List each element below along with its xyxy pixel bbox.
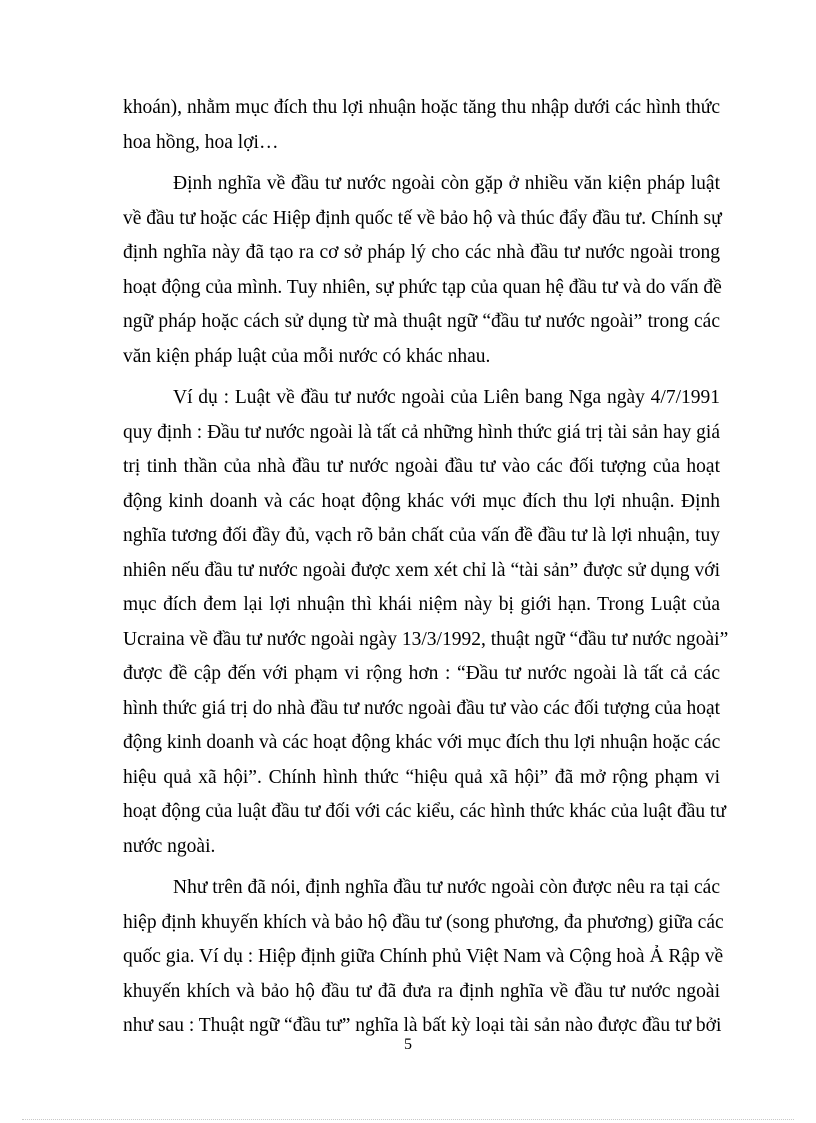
text-line: ngữ pháp hoặc cách sử dụng từ mà thuật ngữ “đầu tư nước ngoài” trong các <box>123 311 720 332</box>
text-line: khuyến khích và bảo hộ đầu tư đã đưa ra định nghĩa về đầu tư nước ngoài <box>123 980 720 1002</box>
paragraph-spacing <box>123 864 720 871</box>
text-line: mục đích đem lại lợi nhuận thì khái niệm này bị giới hạn. Trong Luật của <box>123 594 720 615</box>
text-line: định nghĩa này đã tạo ra cơ sở pháp lý cho các nhà đầu tư nước ngoài trong <box>123 242 720 263</box>
text-line: quốc gia. Ví dụ : Hiệp định giữa Chính phủ Việt Nam và Cộng hoà Ả Rập về <box>123 946 724 967</box>
text-line: Ví dụ : Luật về đầu tư nước ngoài của Liên bang Nga ngày 4/7/1991 <box>173 387 720 408</box>
text-line: Như trên đã nói, định nghĩa đầu tư nước ngoài còn được nêu ra tại các <box>173 877 720 898</box>
text-line: văn kiện pháp luật của mỗi nước có khác nhau. <box>123 345 491 367</box>
text-line: Ucraina về đầu tư nước ngoài ngày 13/3/1992, thuật ngữ “đầu tư nước ngoài” <box>123 628 729 650</box>
text-line: về đầu tư hoặc các Hiệp định quốc tế về bảo hộ và thúc đẩy đầu tư. Chính sự <box>123 207 722 229</box>
paragraph <box>123 91 720 160</box>
page-number: 5 <box>404 1036 412 1053</box>
text-line: hiệu quả xã hội”. Chính hình thức “hiệu quả xã hội” đã mở rộng phạm vi <box>123 766 720 788</box>
paragraph <box>123 381 729 864</box>
paragraph <box>123 167 720 374</box>
text-line: hoạt động của mình. Tuy nhiên, sự phức tạp của quan hệ đầu tư và do vấn đề <box>123 276 722 298</box>
text-line: nước ngoài. <box>123 835 216 857</box>
text-line: quy định : Đầu tư nước ngoài là tất cả những hình thức giá trị tài sản hay giá <box>123 421 720 443</box>
text-line: nhiên nếu đầu tư nước ngoài được xem xét chỉ là “tài sản” được sử dụng với <box>123 559 720 581</box>
text-line: được đề cập đến với phạm vi rộng hơn : “Đầu tư nước ngoài là tất cả các <box>123 663 720 684</box>
text-line: động kinh doanh và các hoạt động khác với mục đích thu lợi nhuận hoặc các <box>123 732 721 753</box>
text-line: trị tinh thần của nhà đầu tư nước ngoài đầu tư vào các đối tượng của hoạt <box>123 456 720 477</box>
text-line: hình thức giá trị do nhà đầu tư nước ngoài đầu tư vào các đối tượng của hoạt <box>123 697 721 719</box>
text-line: hoạt động của luật đầu tư đối với các kiểu, các hình thức khác của luật đầu tư <box>123 801 726 822</box>
text-line: Định nghĩa về đầu tư nước ngoài còn gặp ở nhiều văn kiện pháp luật <box>173 173 720 194</box>
page-boundary-divider <box>22 1119 794 1120</box>
body-text <box>123 91 729 1044</box>
text-line: động kinh doanh và các hoạt động khác với mục đích thu lợi nhuận. Định <box>123 490 720 512</box>
paragraph-spacing <box>123 374 720 381</box>
text-line: khoán), nhằm mục đích thu lợi nhuận hoặc tăng thu nhập dưới các hình thức <box>123 97 720 118</box>
text-line: nghĩa tương đối đầy đủ, vạch rõ bản chất của vấn đề đầu tư là lợi nhuận, tuy <box>123 525 720 546</box>
text-line: hoa hồng, hoa lợi… <box>123 131 279 153</box>
paragraph <box>123 871 724 1044</box>
text-line: như sau : Thuật ngữ “đầu tư” nghĩa là bất kỳ loại tài sản nào được đầu tư bởi <box>123 1015 722 1036</box>
text-line: hiệp định khuyến khích và bảo hộ đầu tư (song phương, đa phương) giữa các <box>123 911 724 933</box>
paragraph-spacing <box>123 160 720 167</box>
